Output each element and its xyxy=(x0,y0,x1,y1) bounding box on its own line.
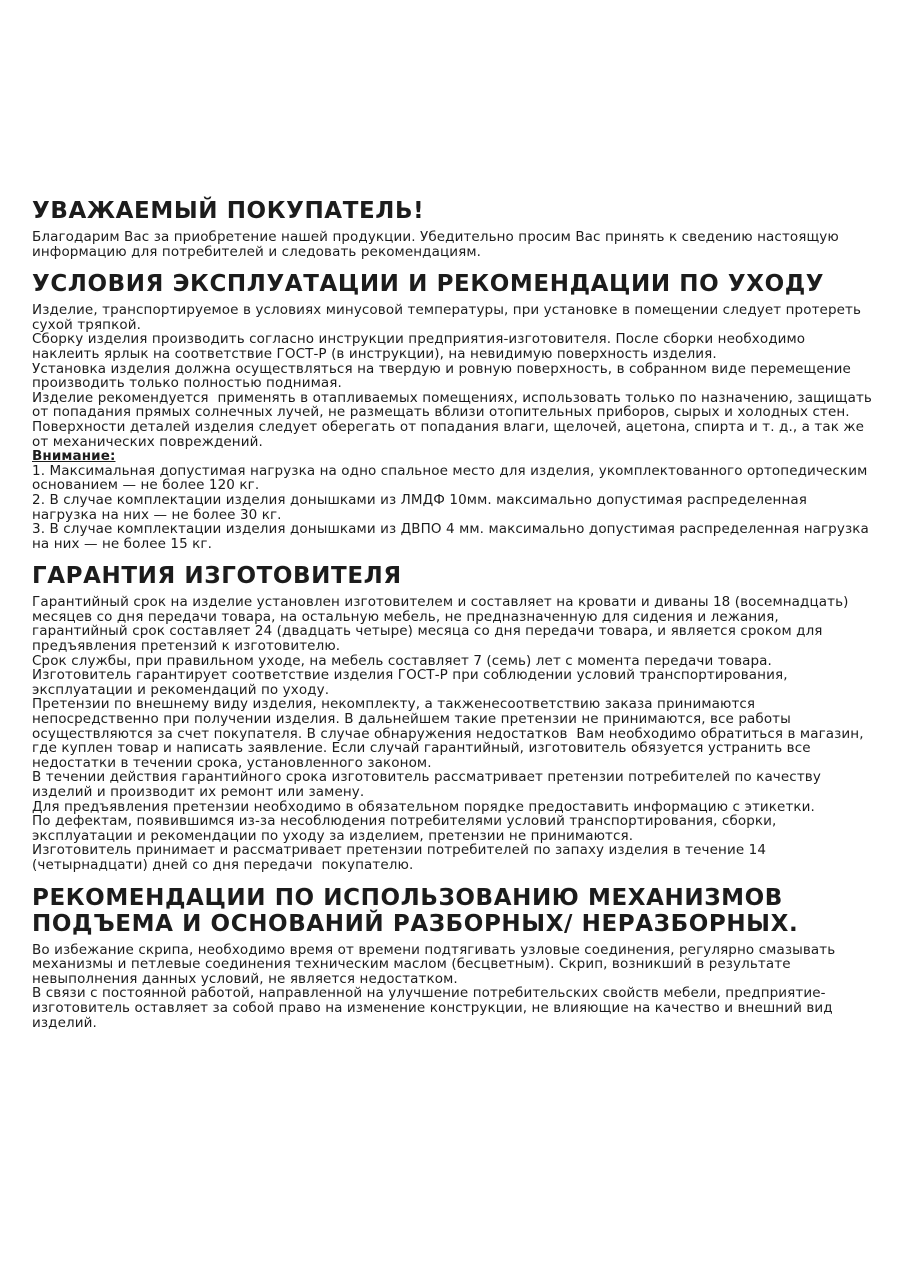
paragraph: Изделие, транспортируемое в условиях минусовой температуры, при установке в помещении следует протереть сухой тряпкой. xyxy=(32,302,866,333)
paragraph: Благодарим Вас за приобретение нашей продукции. Убедительно просим Вас принять к сведению настоящую информацию для потребителей и следовать рекомендациям. xyxy=(32,229,844,260)
section-care-body xyxy=(32,302,877,552)
paragraph: Во избежание скрипа, необходимо время от времени подтягивать узловые соединения, регулярно смазывать механизмы и петлевые соединения техническим маслом (бесцветным). Скрип, возникший в результате невыполнения данных условий, не является недостатком. xyxy=(32,941,840,987)
paragraph: По дефектам, появившимся из-за несоблюдения потребителями условий транспортирования, сборки, эксплуатации и рекомендации по уходу за изделием, претензии не принимаются. xyxy=(32,813,781,844)
paragraph: Срок службы, при правильном уходе, на мебель составляет 7 (семь) лет с момента передачи товара. xyxy=(32,652,772,669)
section-mechanisms xyxy=(32,885,874,1031)
section-mechanisms-body xyxy=(32,943,874,1031)
paragraph: Сборку изделия производить согласно инструкции предприятия-изготовителя. После сборки необходимо наклеить ярлык на соответствие ГОСТ-Р (в инструкции), на невидимую поверхность изделия. xyxy=(32,331,810,362)
attention-item: 1. Максимальная допустимая нагрузка на одно спальное место для изделия, укомплектованного ортопедическим основанием — не более 120 кг. xyxy=(32,462,872,494)
section-heading-warranty: ГАРАНТИЯ ИЗГОТОВИТЕЛЯ xyxy=(32,563,402,590)
section-greeting xyxy=(32,198,874,259)
paragraph: Для предъявления претензии необходимо в обязательном порядке предоставить информацию с этикетки. xyxy=(32,798,815,815)
section-warranty xyxy=(32,563,874,872)
attention-item: 3. В случае комплектации изделия донышками из ДВПО 4 мм. максимально допустимая распределенная нагрузка на них — не более 15 кг. xyxy=(32,521,874,552)
section-care-conditions xyxy=(32,271,877,552)
section-heading-greeting: УВАЖАЕМЫЙ ПОКУПАТЕЛЬ! xyxy=(32,198,425,224)
paragraph: В связи с постоянной работой, направленной на улучшение потребительских свойств мебели, предприятие-изготовитель оставляет за собой право на изменение конструкции, не влияющие на качество и внешний вид изделий. xyxy=(32,985,838,1031)
paragraph: Установка изделия должна осуществляться на твердую и ровную поверхность, в собранном виде перемещение производить только полностью поднимая. xyxy=(32,360,856,392)
paragraph: Претензии по внешнему виду изделия, некомплекту, а такженесоответствию заказа принимаются непосредственно при получении изделия. В дальнейшем такие претензии не принимаются, все работы осуществляются за счет покупателя. В случае обнаружения недостатков Вам необходимо обратиться в магазин, где куплен товар и написать заявление. Если случай гарантийный, изготовитель обязуется устранить все недостатки в течении срока, установленного законом. xyxy=(32,696,869,771)
section-greeting-body xyxy=(32,230,874,259)
section-warranty-body xyxy=(32,595,874,872)
paragraph: Изготовитель гарантирует соответствие изделия ГОСТ-Р при соблюдении условий транспортирования, эксплуатации и рекомендаций по уходу. xyxy=(32,667,792,698)
paragraph: В течении действия гарантийного срока изготовитель рассматривает претензии потребителей по качеству изделий и производит их ремонт или замену. xyxy=(32,769,826,800)
paragraph: Поверхности деталей изделия следует оберегать от попадания влаги, щелочей, ацетона, спирта и т. д., а так же от механических повреждений. xyxy=(32,418,869,450)
section-heading-mechanisms: РЕКОМЕНДАЦИИ ПО ИСПОЛЬЗОВАНИЮ МЕХАНИЗМОВ ПОДЪЕМА И ОСНОВАНИЙ РАЗБОРНЫХ/ НЕРАЗБОРНЫХ. xyxy=(32,884,799,937)
paragraph: Гарантийный срок на изделие установлен изготовителем и составляет на кровати и диваны 18 (восемнадцать) месяцев со дня передачи товара, на остальную мебель, не предназначенную для сидения и лежания, гарантийный срок составляет 24 (двадцать четыре) месяца со дня передачи товара, и является сроком для предъявления претензий к изготовителю. xyxy=(32,594,853,655)
paragraph: Изготовитель принимает и рассматривает претензии потребителей по запаху изделия в течение 14 (четырнадцати) дней со дня передачи покупателю. xyxy=(32,842,771,873)
paragraph: Изделие рекомендуется применять в отапливаемых помещениях, использовать только по назначению, защищать от попадания прямых солнечных лучей, не размещать вблизи отопительных приборов, сырых и холодных стен. xyxy=(32,389,877,421)
attention-label: Внимание: xyxy=(32,448,116,465)
attention-item: 2. В случае комплектации изделия донышками из ЛМДФ 10мм. максимально допустимая распределенная нагрузка на них — не более 30 кг. xyxy=(32,491,812,523)
section-heading-care-conditions: УСЛОВИЯ ЭКСПЛУАТАЦИИ И РЕКОМЕНДАЦИИ ПО УХОДУ xyxy=(32,271,825,298)
